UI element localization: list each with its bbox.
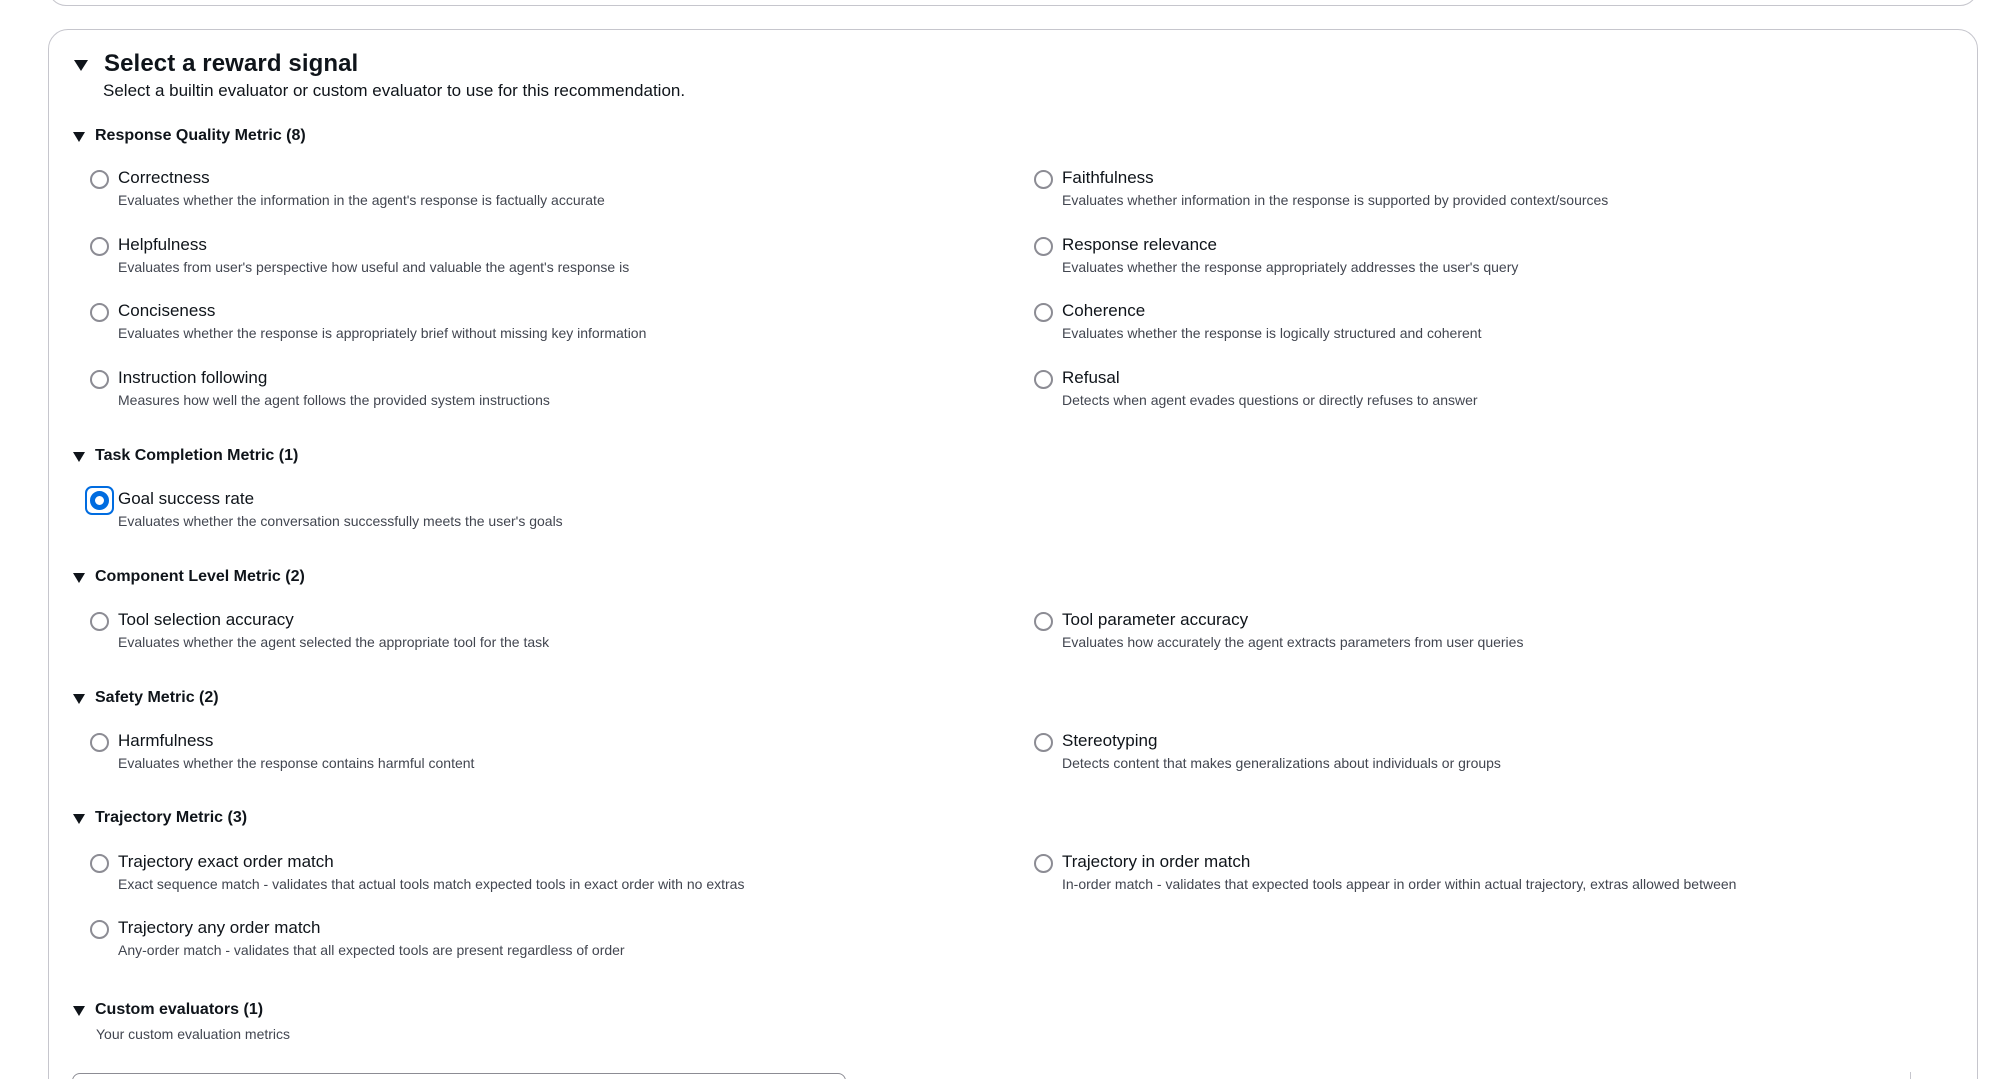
radio-button[interactable]: [90, 920, 109, 939]
caret-down-icon[interactable]: [74, 60, 88, 71]
radio-button[interactable]: [1034, 370, 1053, 389]
option-description: Evaluates whether the agent selected the appropriate tool for the task: [118, 634, 550, 650]
section-component-level: [73, 565, 305, 589]
section-safety: [73, 686, 219, 710]
option-description: Exact sequence match - validates that actual tools match expected tools in exact order with no extras: [118, 876, 745, 892]
reward-signal-panel: [48, 29, 1978, 1079]
radio-button-selected[interactable]: [90, 491, 109, 510]
radio-button[interactable]: [90, 370, 109, 389]
radio-button[interactable]: [90, 733, 109, 752]
option-description: Any-order match - validates that all expected tools are present regardless of order: [118, 942, 625, 958]
section-title: Trajectory Metric (3): [95, 809, 248, 826]
caret-down-icon[interactable]: [73, 452, 85, 462]
option-label: Tool selection accuracy: [118, 610, 294, 629]
section-title: Component Level Metric (2): [95, 568, 305, 585]
option-label: Trajectory exact order match: [118, 852, 334, 871]
section-header[interactable]: [73, 124, 306, 148]
option-label: Helpfulness: [118, 235, 207, 254]
radio-button[interactable]: [90, 612, 109, 631]
option-label: Response relevance: [1062, 235, 1217, 254]
option-label: Trajectory in order match: [1062, 852, 1251, 871]
option-description: Detects content that makes generalizations about individuals or groups: [1062, 755, 1501, 771]
option-label: Correctness: [118, 168, 210, 187]
option-description: Evaluates whether the conversation successfully meets the user's goals: [118, 513, 563, 529]
radio-button[interactable]: [1034, 612, 1053, 631]
option-description: Evaluates from user's perspective how useful and valuable the agent's response is: [118, 259, 630, 275]
section-trajectory: [73, 806, 247, 830]
section-header[interactable]: [73, 998, 290, 1022]
divider: [1910, 1072, 1911, 1079]
caret-down-icon[interactable]: [73, 573, 85, 583]
option-label: Refusal: [1062, 368, 1120, 387]
panel-header[interactable]: [74, 48, 358, 80]
panel-title: Select a reward signal: [104, 50, 359, 77]
option-label: Tool parameter accuracy: [1062, 610, 1249, 629]
radio-button[interactable]: [90, 237, 109, 256]
option-description: Evaluates whether the response contains harmful content: [118, 755, 475, 771]
option-label: Faithfulness: [1062, 168, 1154, 187]
section-title: Safety Metric (2): [95, 689, 219, 706]
option-description: Measures how well the agent follows the provided system instructions: [118, 392, 550, 408]
caret-down-icon[interactable]: [73, 132, 85, 142]
section-title: Task Completion Metric (1): [95, 447, 299, 464]
section-custom-evaluators: [73, 998, 290, 1042]
section-description: Your custom evaluation metrics: [96, 1026, 291, 1042]
radio-button[interactable]: [1034, 237, 1053, 256]
option-description: Evaluates whether the information in the agent's response is factually accurate: [118, 192, 605, 208]
radio-button[interactable]: [90, 170, 109, 189]
option-description: Evaluates how accurately the agent extracts parameters from user queries: [1062, 634, 1524, 650]
section-title: Custom evaluators (1): [95, 1001, 264, 1018]
option-label: Goal success rate: [118, 489, 255, 508]
section-header[interactable]: [73, 565, 305, 589]
section-response-quality: [73, 124, 306, 148]
option-label: Trajectory any order match: [118, 918, 321, 937]
option-label: Stereotyping: [1062, 731, 1158, 750]
section-header[interactable]: [73, 806, 247, 830]
section-header[interactable]: [73, 686, 219, 710]
radio-button[interactable]: [1034, 303, 1053, 322]
option-description: Detects when agent evades questions or directly refuses to answer: [1062, 392, 1478, 408]
option-label: Conciseness: [118, 301, 216, 320]
option-label: Coherence: [1062, 301, 1146, 320]
custom-evaluator-select[interactable]: [72, 1073, 846, 1079]
caret-down-icon[interactable]: [73, 1006, 85, 1016]
option-description: Evaluates whether information in the response is supported by provided context/sources: [1062, 192, 1609, 208]
caret-down-icon[interactable]: [73, 814, 85, 824]
radio-button[interactable]: [1034, 854, 1053, 873]
section-title: Response Quality Metric (8): [95, 127, 306, 144]
caret-down-icon[interactable]: [73, 694, 85, 704]
radio-button[interactable]: [90, 854, 109, 873]
radio-button[interactable]: [1034, 170, 1053, 189]
option-description: Evaluates whether the response is logically structured and coherent: [1062, 325, 1482, 341]
panel-description: Select a builtin evaluator or custom evaluator to use for this recommendation.: [103, 81, 686, 100]
section-header[interactable]: [73, 444, 298, 468]
option-description: In-order match - validates that expected tools appear in order within actual trajectory, extras allowed between: [1062, 876, 1737, 892]
previous-panel: [48, 0, 1978, 6]
radio-button[interactable]: [90, 303, 109, 322]
section-task-completion: [73, 444, 298, 468]
option-description: Evaluates whether the response is appropriately brief without missing key information: [118, 325, 647, 341]
option-label: Instruction following: [118, 368, 268, 387]
option-label: Harmfulness: [118, 731, 214, 750]
option-description: Evaluates whether the response appropriately addresses the user's query: [1062, 259, 1519, 275]
radio-button[interactable]: [1034, 733, 1053, 752]
